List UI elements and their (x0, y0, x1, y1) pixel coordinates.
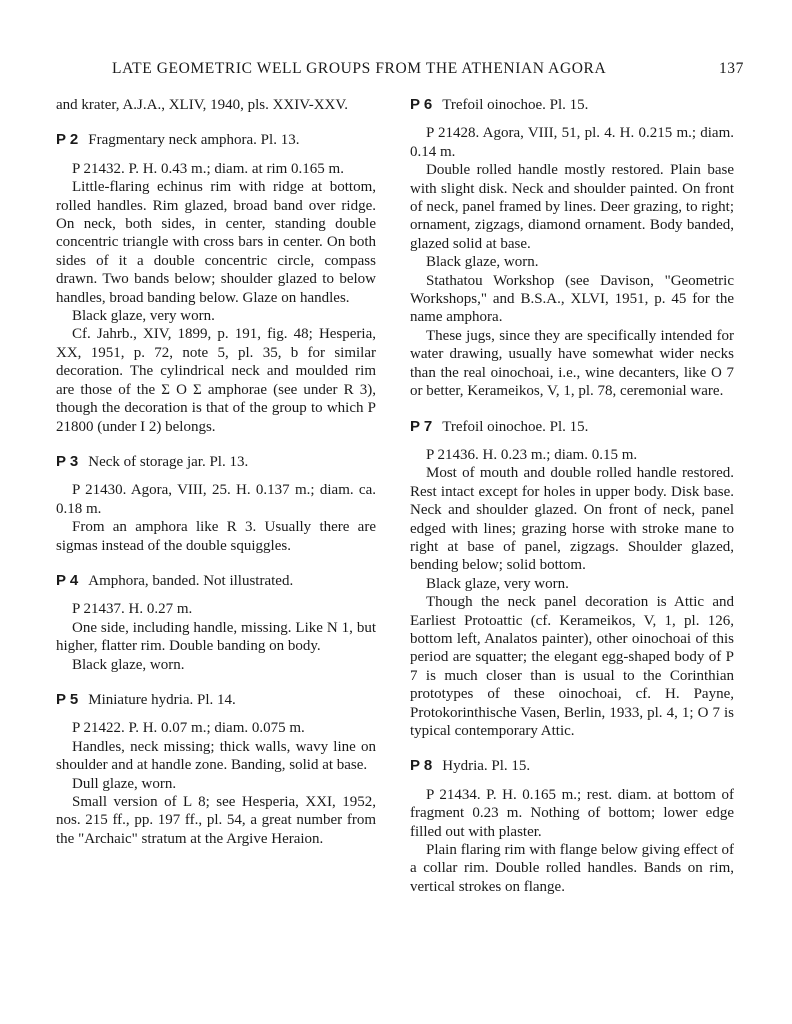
entry-p4 (56, 572, 376, 674)
entry-p6 (410, 96, 734, 401)
entry-meta: P 21422. P. H. 0.07 m.; diam. 0.075 m. (72, 720, 305, 737)
continuation-text: and krater, A.J.A., XLIV, 1940, pls. XXIV-XXV. (56, 97, 349, 113)
entry-id: P 2 (56, 131, 79, 149)
entry-title: Trefoil oinochoe. Pl. 15. (442, 418, 589, 435)
entry-p2 (56, 131, 376, 436)
entry-description: Handles, neck missing; thick walls, wavy line on shoulder and at handle zone. Banding, solid at base. (56, 738, 376, 774)
entry-p5 (56, 691, 376, 848)
entry-id: P 7 (410, 417, 433, 435)
entry-note: These jugs, since they are specifically intended for water drawing, usually have somewhat wider necks than the real oinochoai, i.e., wine decanters, like O 7 or better, Kerameikos, V, 1, pl. 78, ceremonial ware. (410, 327, 734, 400)
entry-id: P 5 (56, 690, 79, 708)
entry-note: Cf. Jahrb., XIV, 1899, p. 191, fig. 48; Hesperia, XX, 1951, p. 72, note 5, pl. 35, b for similar decoration. The cylindrical neck and moulded rim are those of the Σ O Σ amphorae (see under R 3), though the decoration is that of the group to which P 21800 (under I 2) belongs. (56, 326, 376, 435)
entry-glaze: Black glaze, worn. (426, 254, 539, 271)
entry-description: Most of mouth and double rolled handle restored. Rest intact except for holes in upper body. Disk base. Neck and shoulder glazed. On front of neck, panel edged with lines; grazing horse with stroke mane to right at base of panel, zigzags. Shoulder glazed, bending below; solid bottom. (410, 465, 734, 574)
entry-id: P 3 (56, 452, 79, 470)
entry-meta: P 21436. H. 0.23 m.; diam. 0.15 m. (426, 446, 638, 463)
right-column (410, 96, 734, 896)
entry-title: Hydria. Pl. 15. (442, 758, 531, 775)
entry-description: Little-flaring echinus rim with ridge at bottom, rolled handles. Rim glazed, broad band over ridge. On neck, both sides, in center, standing double concentric triangle with cross bars in center. On both sides of it a double concentric circle, compass drawn. Two bands below; shoulder glazed to below handles, broad banding below. Glaze on handles. (56, 179, 376, 306)
entry-id: P 6 (410, 96, 433, 113)
entry-glaze: Dull glaze, worn. (72, 775, 177, 792)
entry-meta: P 21428. Agora, VIII, 51, pl. 4. H. 0.215 m.; diam. 0.14 m. (410, 125, 734, 160)
left-column (56, 96, 376, 848)
running-title: LATE GEOMETRIC WELL GROUPS FROM THE ATHENIAN AGORA (112, 60, 607, 77)
entry-description: One side, including handle, missing. Like N 1, but higher, flatter rim. Double banding on body. (56, 619, 376, 655)
entry-title: Trefoil oinochoe. Pl. 15. (442, 97, 589, 113)
entry-glaze: Black glaze, very worn. (426, 575, 569, 592)
entry-meta: P 21430. Agora, VIII, 25. H. 0.137 m.; diam. ca. 0.18 m. (56, 482, 376, 517)
entry-p8 (410, 757, 734, 896)
entry-id: P 8 (410, 757, 433, 775)
running-header (60, 60, 744, 84)
entry-note: Though the neck panel decoration is Attic and Earliest Protoattic (cf. Kerameikos, V, 1, pl. 126, bottom left, Analatos painter), other oinochoai of this period are squatter; the elegant egg-shaped body of P 7 is much closer than is usual to the Corinthian prototypes of these oinochoai, cf. H. Payne, Protokorinthische Vasen, Berlin, 1933, pl. 4, 1; O 7 is typical contemporary Attic. (410, 594, 734, 739)
entry-description: Double rolled handle mostly restored. Plain base with slight disk. Neck and shoulder painted. On front of neck, panel framed by lines. Deer grazing, to right; ornament, zigzags, diamond ornament. Body banded, glazed solid at base. (410, 162, 734, 252)
entry-glaze: Black glaze, very worn. (72, 308, 215, 325)
entry-meta: P 21432. P. H. 0.43 m.; diam. at rim 0.165 m. (72, 160, 344, 177)
entry-title: Fragmentary neck amphora. Pl. 13. (88, 132, 300, 149)
entry-workshop: Stathatou Workshop (see Davison, "Geometric Workshops," and B.S.A., XLVI, 1951, p. 45 for the name amphora. (410, 272, 734, 326)
entry-title: Miniature hydria. Pl. 14. (88, 691, 236, 708)
entry-glaze: Black glaze, worn. (72, 656, 185, 673)
entry-title: Neck of storage jar. Pl. 13. (88, 453, 249, 470)
page-number: 137 (718, 60, 744, 77)
entry-p3 (56, 453, 376, 555)
entry-note: Small version of L 8; see Hesperia, XXI, 1952, nos. 215 ff., pp. 197 ff., pl. 54, a great number from the "Archaic" stratum at the Argive Heraion. (56, 794, 376, 847)
entry-meta: P 21437. H. 0.27 m. (72, 601, 193, 618)
entry-title: Amphora, banded. Not illustrated. (88, 572, 294, 589)
entry-id: P 4 (56, 571, 79, 589)
entry-description: Plain flaring rim with flange below giving effect of a collar rim. Double rolled handles. Bands on rim, vertical strokes on flange. (410, 842, 734, 895)
entry-p7 (410, 418, 734, 741)
entry-meta: P 21434. P. H. 0.165 m.; rest. diam. at bottom of fragment 0.23 m. Nothing of bottom; lower edge filled out with plaster. (410, 786, 734, 840)
entry-description: From an amphora like R 3. Usually there are sigmas instead of the double squiggles. (56, 519, 376, 554)
